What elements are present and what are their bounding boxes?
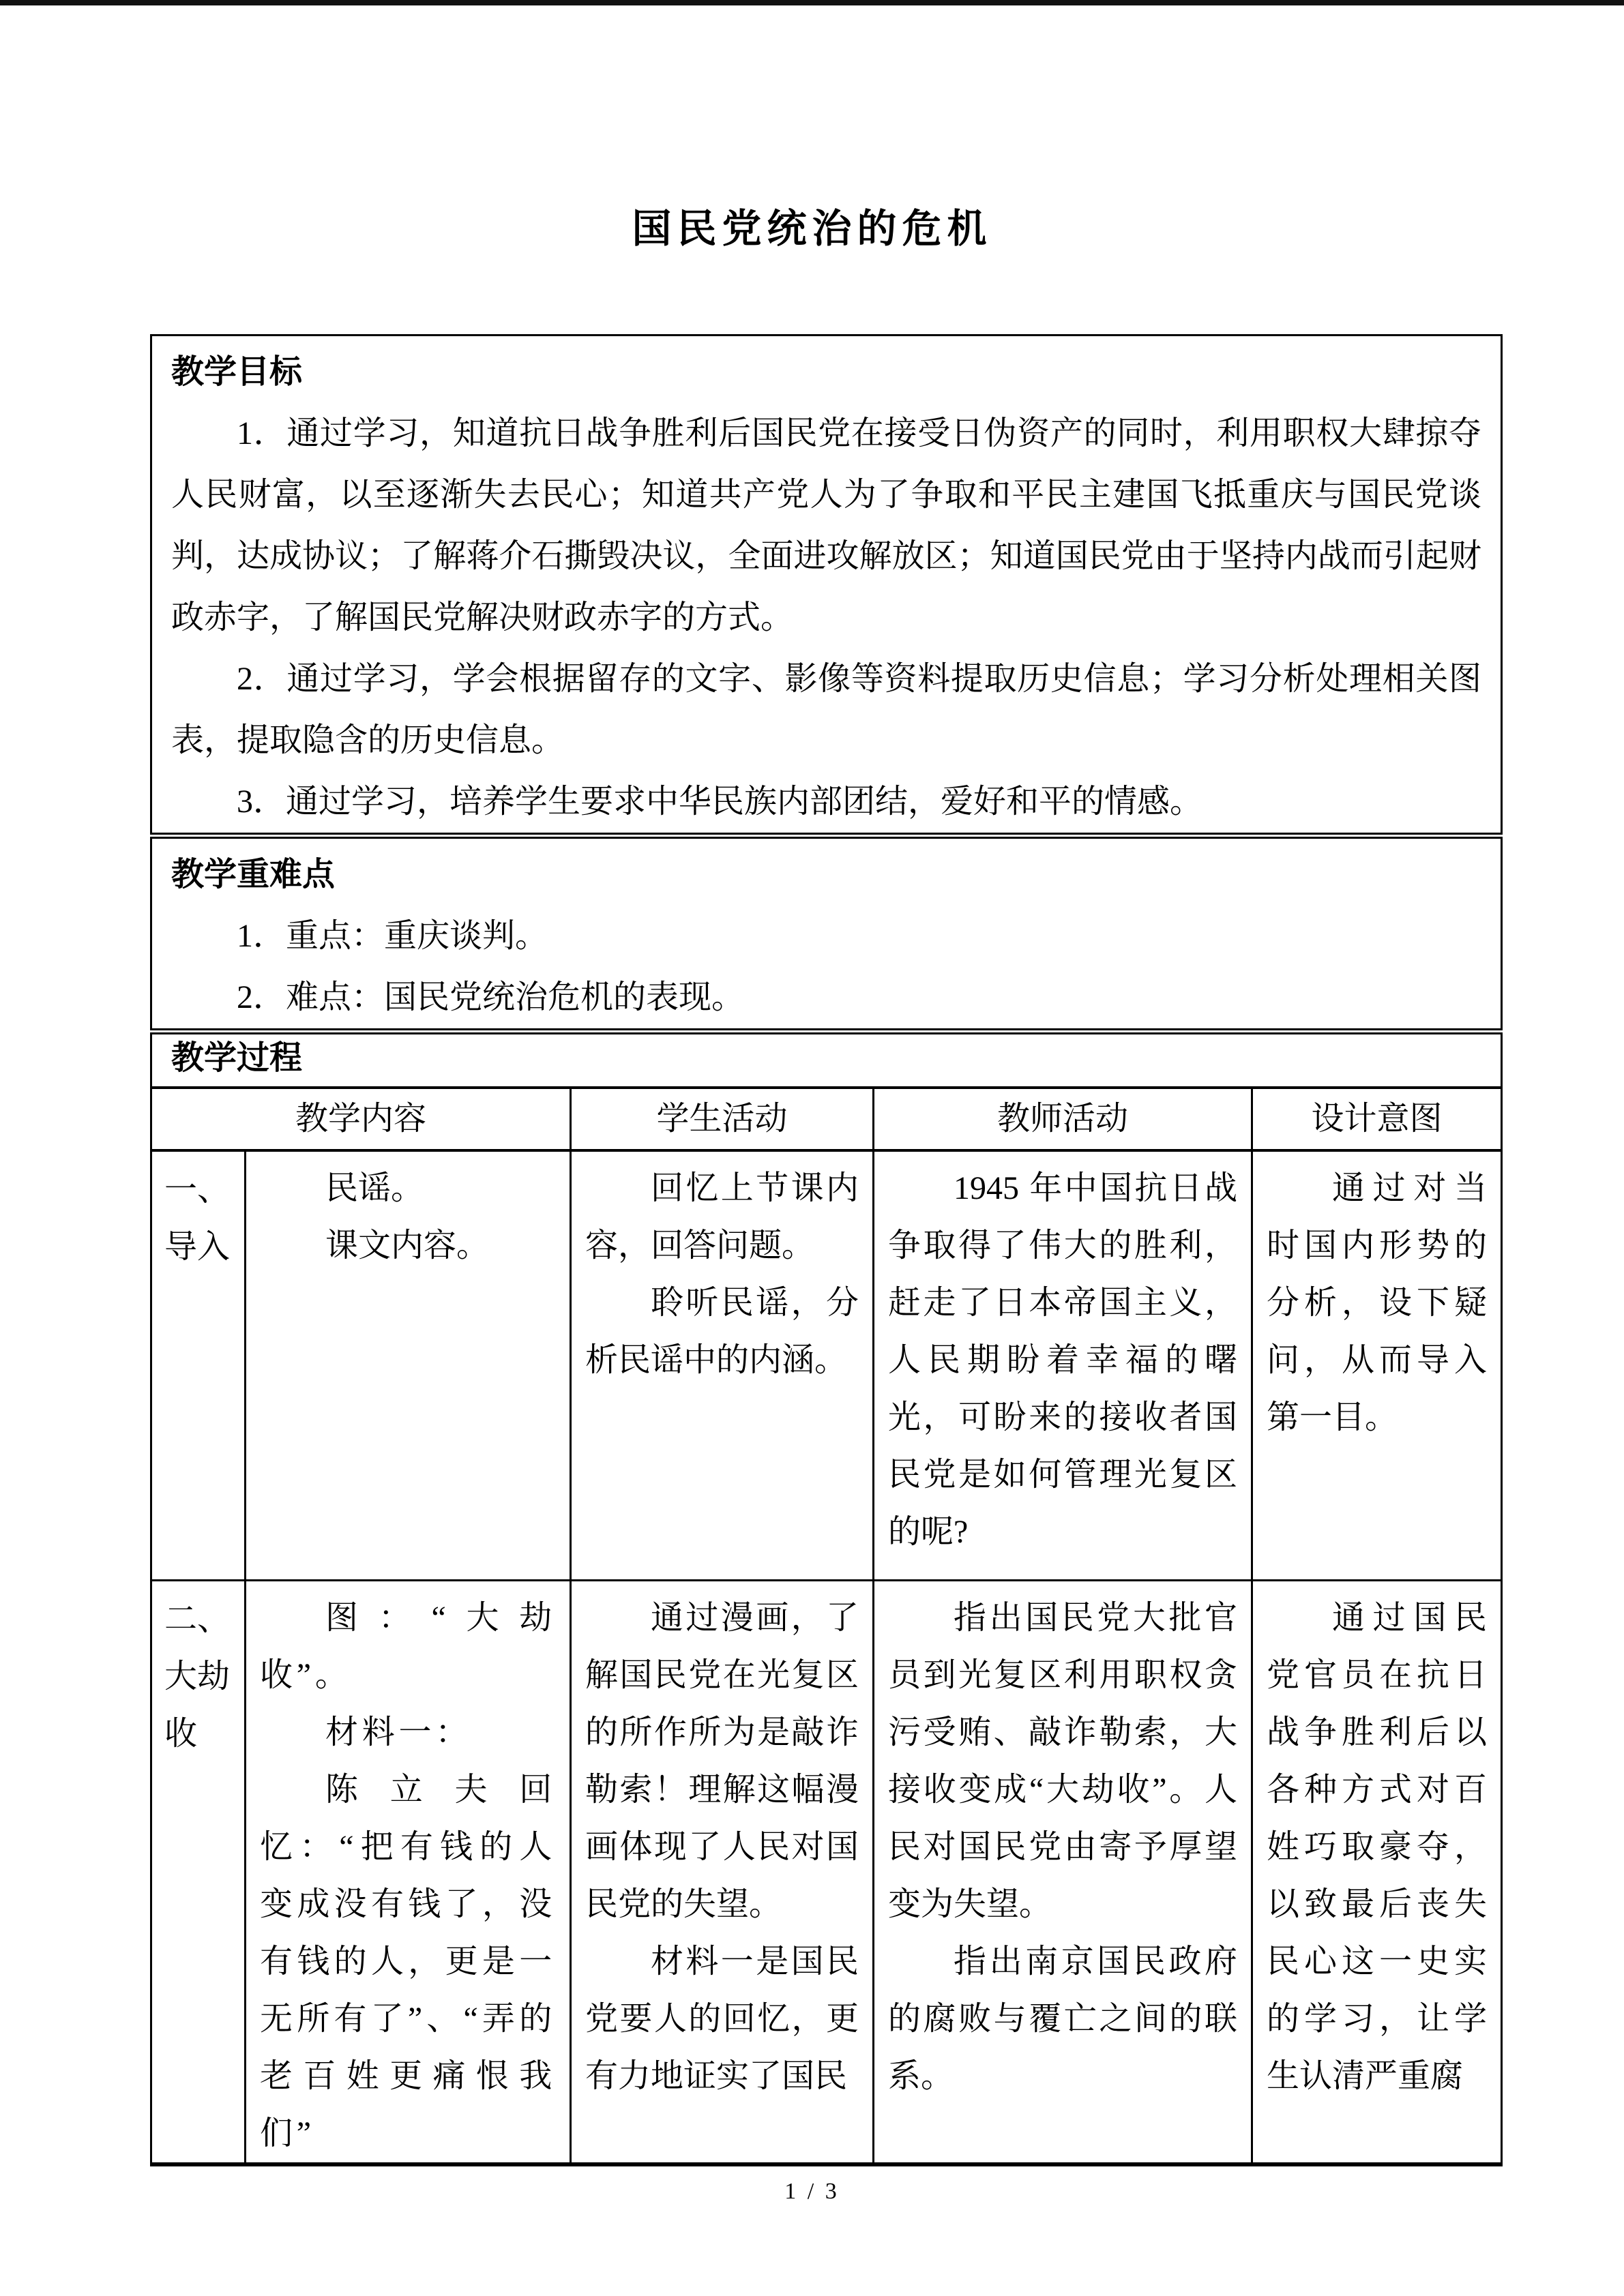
objectives-cell — [151, 336, 1502, 836]
key-points-row — [151, 836, 1502, 1032]
process-header-row — [151, 1088, 1502, 1150]
content-paragraph: 课文内容。 — [325, 1227, 490, 1264]
content-paragraph: 材料一： — [325, 1714, 473, 1750]
key-points-cell — [151, 836, 1502, 1032]
student-paragraph: 通过漫画，了解国民党在光复区的所作所为是敲诈勒索！理解这幅漫画体现了人民对国民党的失望。 — [585, 1599, 859, 1922]
objectives-heading: 教学目标 — [171, 354, 303, 390]
intent-paragraph: 通过国民党官员在抗日战争胜利后以各种方式对百姓巧取豪夺，以致最后丧失民心这一史实的学习，让学生认清严重腐 — [1267, 1599, 1488, 2094]
student-activity-cell — [571, 1580, 874, 2164]
lesson-plan-table — [150, 334, 1503, 2166]
key-point-item: 1．重点：重庆谈判。 — [237, 918, 548, 954]
table-row — [151, 1580, 1502, 2164]
stage-cell: 一、导入 — [151, 1150, 246, 1580]
teacher-paragraph: 指出南京国民政府的腐败与覆亡之间的联系。 — [888, 1943, 1237, 2094]
process-heading-row — [151, 1032, 1502, 1088]
intent-paragraph: 通过对当时国内形势的分析，设下疑问，从而导入第一目。 — [1267, 1170, 1488, 1435]
page-number: 1 / 3 — [784, 2178, 840, 2204]
key-point-item: 2．难点：国民党统治危机的表现。 — [237, 979, 745, 1015]
key-points-heading: 教学重难点 — [171, 856, 336, 893]
teacher-activity-cell — [874, 1580, 1252, 2164]
objective-item: 3．通过学习，培养学生要求中华民族内部团结，爱好和平的情感。 — [237, 784, 1203, 820]
header-cell-intent: 设计意图 — [1252, 1088, 1502, 1150]
page-title: 国民党统治的危机 — [632, 207, 992, 251]
objective-item: 2．通过学习，学会根据留存的文字、影像等资料提取历史信息；学习分析处理相关图表，提取隐含的历史信息。 — [171, 661, 1482, 758]
student-paragraph: 聆听民谣，分析民谣中的内涵。 — [585, 1285, 859, 1378]
content-paragraph: 图：“大劫收”。 — [260, 1599, 556, 1693]
table-row — [151, 1150, 1502, 1580]
student-paragraph: 回忆上节课内容，回答问题。 — [585, 1170, 859, 1264]
content-paragraph: 陈立夫回忆：“把有钱的人变成没有钱了，没有钱的人，更是一无所有了”、“弄的老百姓更痛恨我们” — [260, 1771, 556, 2151]
design-intent-cell — [1252, 1580, 1502, 2164]
content-cell — [246, 1150, 571, 1580]
design-intent-cell — [1252, 1150, 1502, 1580]
scan-edge-bar — [0, 0, 1624, 5]
header-cell-teacher: 教师活动 — [874, 1088, 1252, 1150]
teacher-activity-cell — [874, 1150, 1252, 1580]
stage-cell: 二、大劫收 — [151, 1580, 246, 2164]
header-cell-content: 教学内容 — [151, 1088, 571, 1150]
content-cell — [246, 1580, 571, 2164]
student-paragraph: 材料一是国民党要人的回忆，更有力地证实了国民 — [585, 1943, 859, 2094]
objective-item: 1．通过学习，知道抗日战争胜利后国民党在接受日伪资产的同时，利用职权大肆掠夺人民财富，以至逐渐失去民心；知道共产党人为了争取和平民主建国飞抵重庆与国民党谈判，达成协议；了解蒋介石撕毁决议，全面进攻解放区；知道国民党由于坚持内战而引起财政赤字，了解国民党解决财政赤字的方式。 — [171, 415, 1482, 636]
teacher-paragraph: 1945 年中国抗日战争取得了伟大的胜利，赶走了日本帝国主义，人民期盼着幸福的曙光，可盼来的接收者国民党是如何管理光复区的呢? — [888, 1170, 1237, 1550]
header-cell-student: 学生活动 — [571, 1088, 874, 1150]
student-activity-cell — [571, 1150, 874, 1580]
content-paragraph: 民谣。 — [325, 1170, 424, 1206]
teacher-paragraph: 指出国民党大批官员到光复区利用职权贪污受贿、敲诈勒索，大接收变成“大劫收”。人民对国民党由寄予厚望变为失望。 — [888, 1599, 1237, 1922]
objectives-row — [151, 336, 1502, 836]
process-heading-cell: 教学过程 — [151, 1032, 1502, 1088]
